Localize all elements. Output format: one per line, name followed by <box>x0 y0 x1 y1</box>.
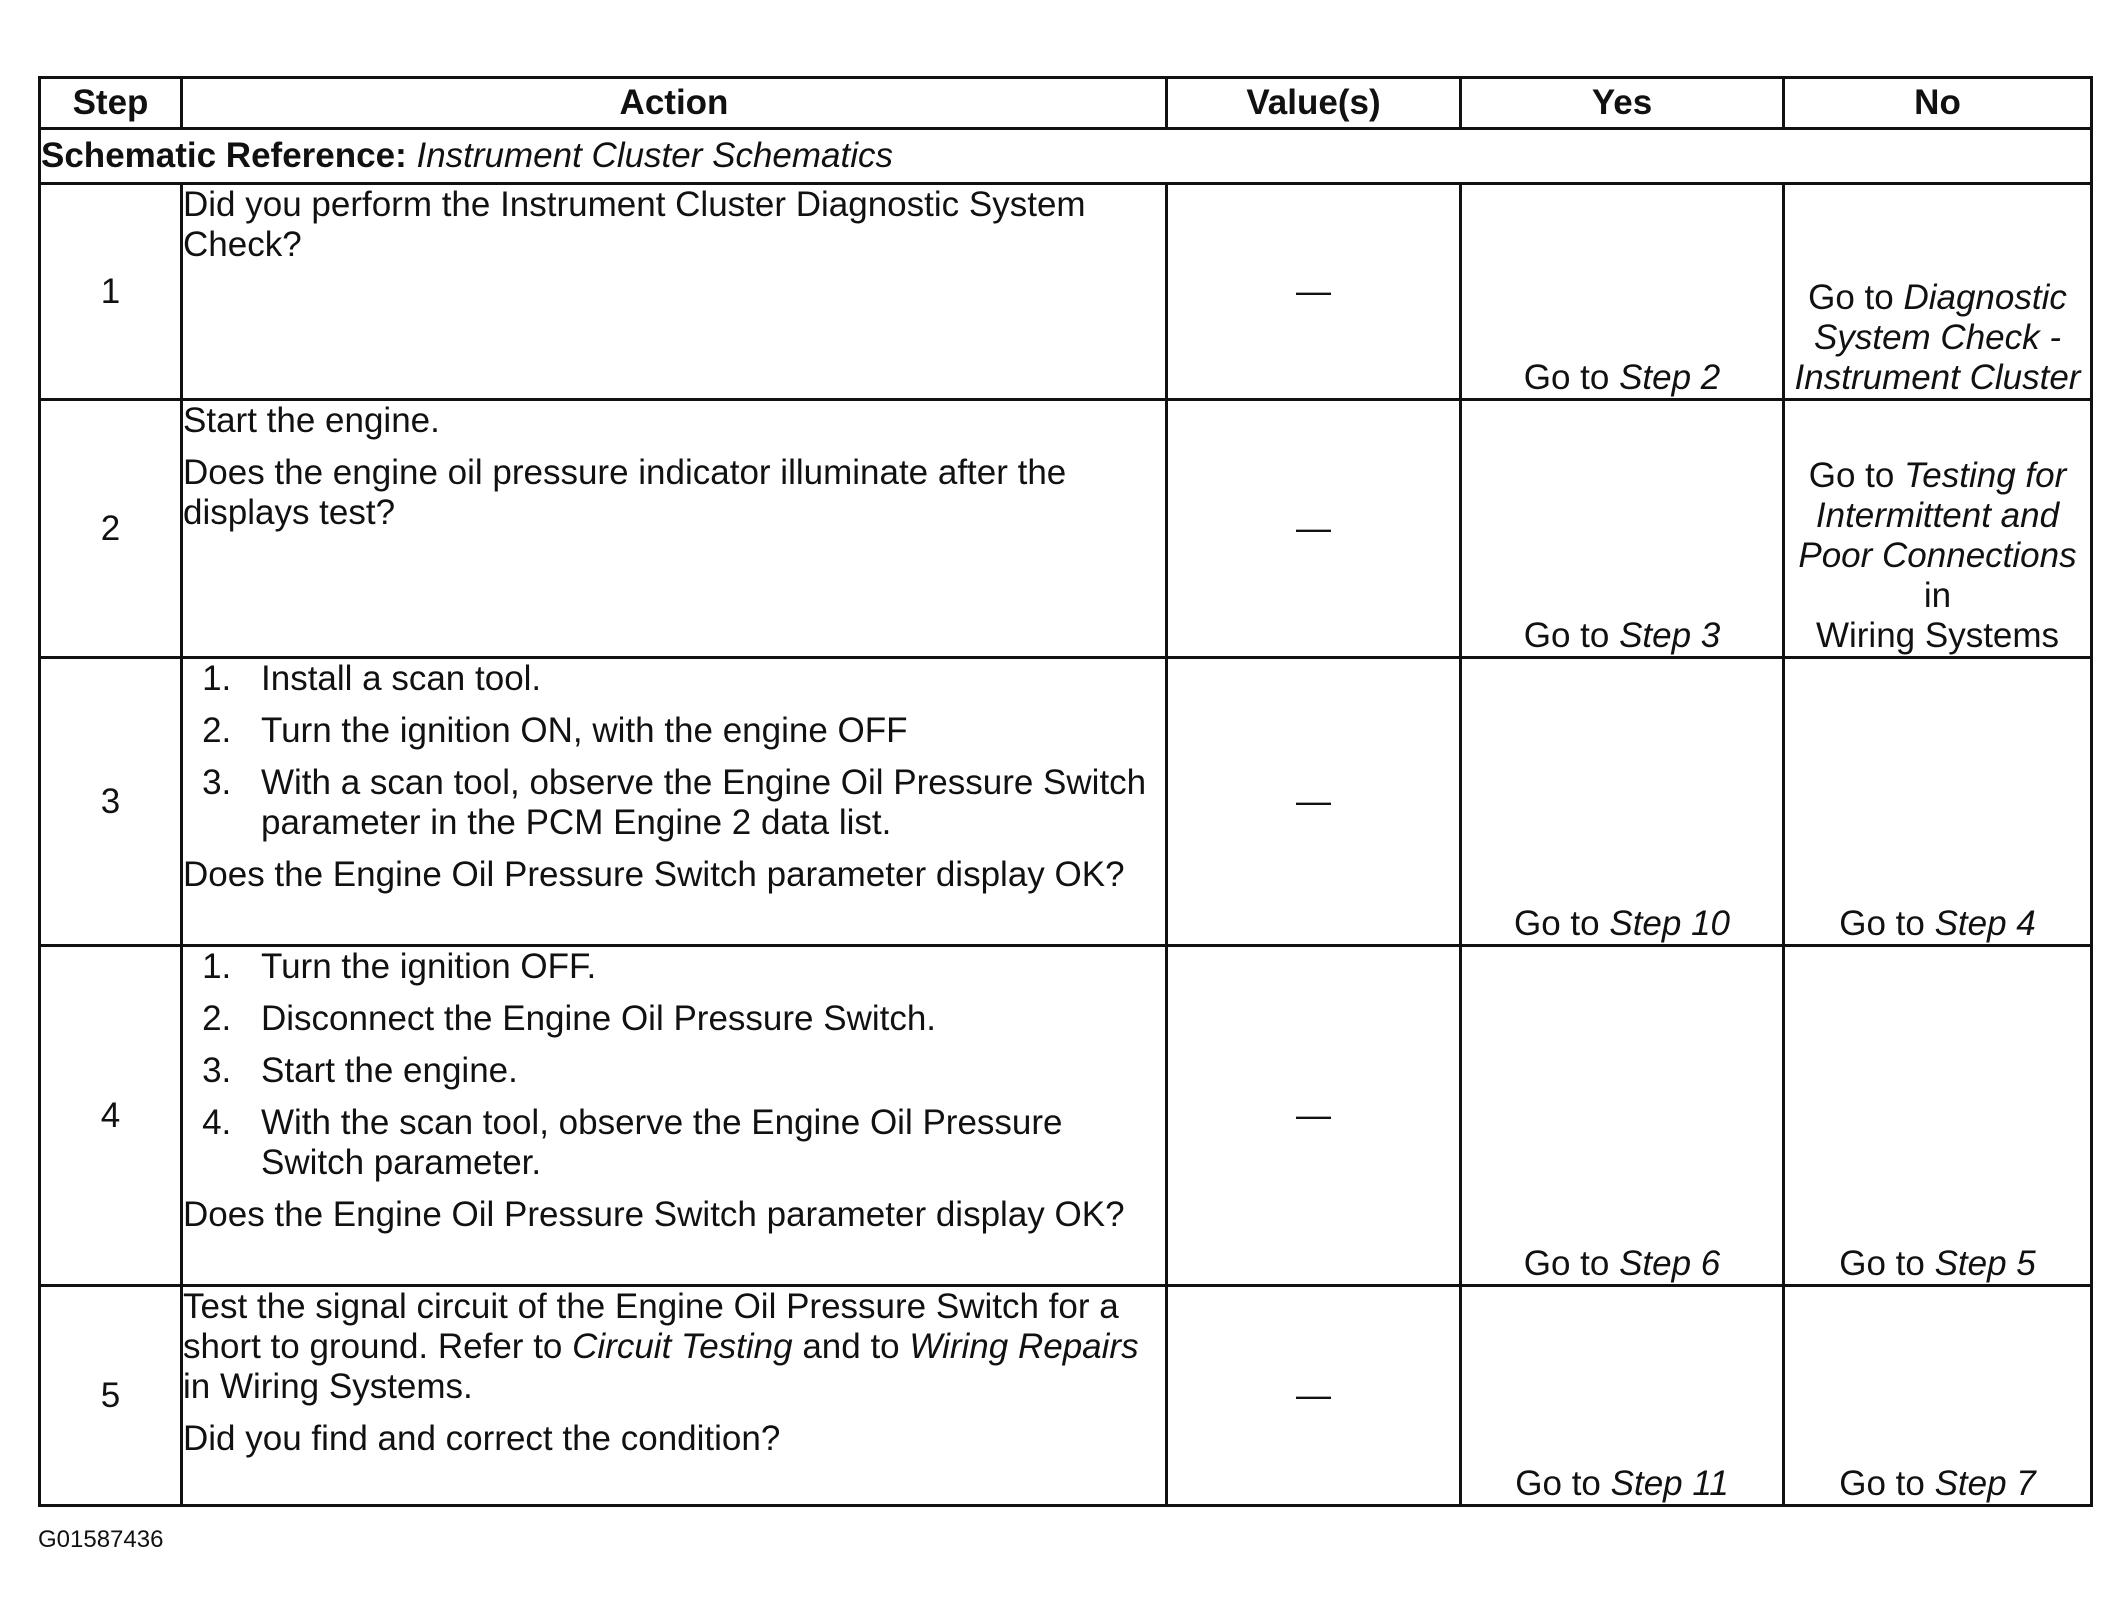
yes-cell <box>1461 184 1784 400</box>
action-question: Does the engine oil pressure indicator illuminate after the displays test? <box>183 453 1067 532</box>
no-prefix: Go to <box>1839 904 1925 943</box>
table-row <box>40 400 2092 658</box>
yes-step-link: Step 10 <box>1609 904 1730 943</box>
no-suffix: Wiring Systems <box>1815 616 2060 655</box>
no-prefix: Go to <box>1839 1464 1925 1503</box>
action-question: Does the Engine Oil Pressure Switch parameter display OK? <box>183 1195 1125 1234</box>
step-number: 1 <box>40 184 182 400</box>
schematic-reference <box>40 129 2092 184</box>
no-step-link: Step 4 <box>1934 904 2036 943</box>
no-step-link: Diagnostic System Check - Instrument Cluster <box>1794 278 2081 397</box>
value-cell: — <box>1167 400 1461 658</box>
list-item: 1. Install a scan tool. <box>241 659 1165 699</box>
yes-prefix: Go to <box>1514 904 1600 943</box>
action-cell <box>182 1286 1167 1506</box>
action-list <box>183 659 1165 843</box>
value-cell: — <box>1167 658 1461 946</box>
step-number: 3 <box>40 658 182 946</box>
step-number: 5 <box>40 1286 182 1506</box>
yes-prefix: Go to <box>1523 358 1610 397</box>
no-step-link: Testing for Intermittent and Poor Connections <box>1798 456 2077 575</box>
step-number: 2 <box>40 400 182 658</box>
list-item: 2. Disconnect the Engine Oil Pressure Switch. <box>241 999 1165 1039</box>
action-text <box>183 1287 1165 1407</box>
list-item: 3. Start the engine. <box>241 1051 1165 1091</box>
action-text: Did you perform the Instrument Cluster Diagnostic System Check? <box>183 185 1086 264</box>
yes-cell <box>1461 1286 1784 1506</box>
action-text-a: Test the signal circuit of the Engine Oil Pressure Switch for a short to ground. Refer to <box>183 1287 1119 1366</box>
wiring-repairs-link: Wiring Repairs <box>909 1327 1139 1366</box>
no-step-link: Step 5 <box>1934 1244 2036 1283</box>
no-cell <box>1784 184 2092 400</box>
action-text-b: and to <box>802 1327 900 1366</box>
yes-cell <box>1461 946 1784 1286</box>
no-in: in <box>1923 576 1952 615</box>
figure-id: G01587436 <box>38 1526 164 1553</box>
table-row <box>40 184 2092 400</box>
yes-step-link: Step 6 <box>1619 1244 1721 1283</box>
action-question: Did you find and correct the condition? <box>183 1419 781 1458</box>
no-cell <box>1784 1286 2092 1506</box>
action-cell <box>182 658 1167 946</box>
value-cell: — <box>1167 1286 1461 1506</box>
table-row <box>40 946 2092 1286</box>
yes-step-link: Step 11 <box>1610 1464 1729 1503</box>
action-cell <box>182 184 1167 400</box>
no-prefix: Go to <box>1808 456 1895 495</box>
table-row <box>40 658 2092 946</box>
no-step-link: Step 7 <box>1934 1464 2036 1503</box>
header-action: Action <box>182 78 1167 129</box>
table-row <box>40 1286 2092 1506</box>
no-cell <box>1784 946 2092 1286</box>
value-cell: — <box>1167 184 1461 400</box>
no-prefix: Go to <box>1808 278 1894 317</box>
header-row <box>40 78 2092 129</box>
no-prefix: Go to <box>1839 1244 1925 1283</box>
yes-step-link: Step 2 <box>1619 358 1721 397</box>
header-yes: Yes <box>1461 78 1784 129</box>
yes-cell <box>1461 658 1784 946</box>
value-cell: — <box>1167 946 1461 1286</box>
header-step: Step <box>40 78 182 129</box>
action-question: Does the Engine Oil Pressure Switch parameter display OK? <box>183 855 1125 894</box>
diagnostic-table <box>38 76 2093 1507</box>
yes-prefix: Go to <box>1515 1464 1601 1503</box>
action-text-c: in Wiring Systems. <box>183 1367 473 1406</box>
list-item: 2. Turn the ignition ON, with the engine OFF <box>241 711 1165 751</box>
list-item: 4. With the scan tool, observe the Engine Oil Pressure Switch parameter. <box>241 1103 1165 1183</box>
list-item: 3. With a scan tool, observe the Engine Oil Pressure Switch parameter in the PCM Engine 2 data list. <box>241 763 1165 843</box>
schematic-reference-link: Instrument Cluster Schematics <box>416 136 894 175</box>
action-cell <box>182 400 1167 658</box>
list-item: 1. Turn the ignition OFF. <box>241 947 1165 987</box>
yes-prefix: Go to <box>1523 1244 1610 1283</box>
schematic-reference-label: Schematic Reference: <box>41 136 407 175</box>
yes-step-link: Step 3 <box>1619 616 1721 655</box>
action-text: Start the engine. <box>183 401 440 440</box>
action-cell <box>182 946 1167 1286</box>
no-cell <box>1784 658 2092 946</box>
yes-prefix: Go to <box>1523 616 1610 655</box>
circuit-testing-link: Circuit Testing <box>572 1327 793 1366</box>
yes-cell <box>1461 400 1784 658</box>
action-list <box>183 947 1165 1183</box>
header-values: Value(s) <box>1167 78 1461 129</box>
schematic-reference-row <box>40 129 2092 184</box>
header-no: No <box>1784 78 2092 129</box>
step-number: 4 <box>40 946 182 1286</box>
no-cell <box>1784 400 2092 658</box>
